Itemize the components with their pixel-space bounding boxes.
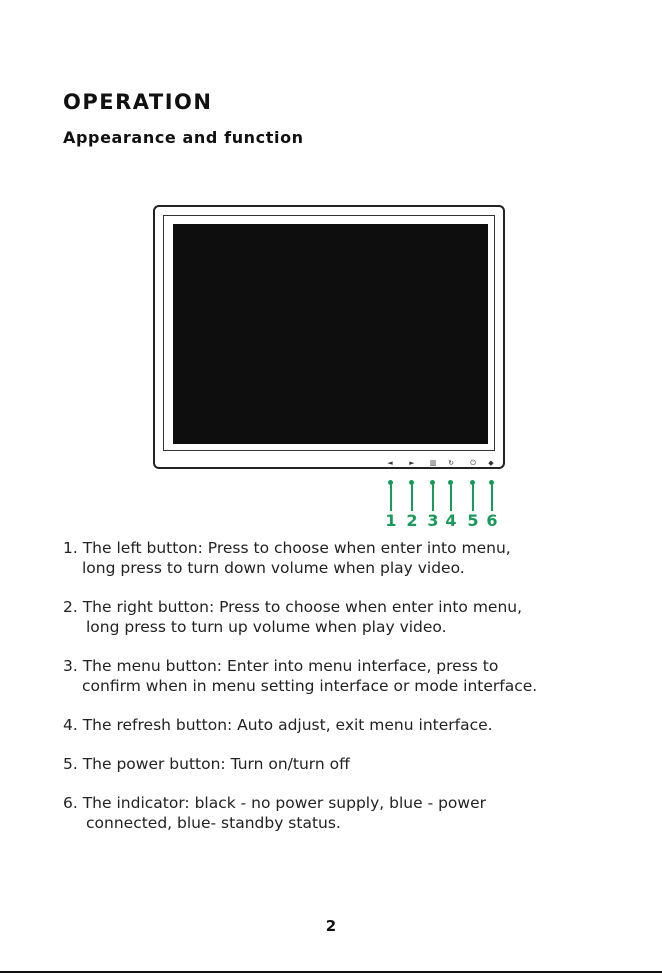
list-item [63, 597, 643, 637]
list-item-line: 1. The left button: Press to choose when enter into menu, [63, 539, 511, 557]
button-function-list [63, 538, 643, 852]
list-item [63, 754, 643, 774]
list-item-continuation: long press to turn up volume when play video. [86, 618, 447, 636]
callout-line [450, 484, 452, 511]
list-item [63, 656, 643, 696]
list-item [63, 715, 643, 735]
power-icon: ⏻ [470, 459, 476, 467]
list-item-continuation: connected, blue- standby status. [86, 814, 341, 832]
list-item-continuation: confirm when in menu setting interface or mode interface. [82, 677, 538, 695]
section-subheading: Appearance and function [63, 128, 304, 147]
callout-line [472, 484, 474, 511]
bottom-divider [0, 971, 662, 973]
callout-number: 6 [486, 511, 498, 530]
list-item [63, 793, 643, 833]
refresh-icon: ↻ [448, 459, 454, 467]
monitor-screen [173, 224, 488, 444]
callout-number: 2 [406, 511, 418, 530]
list-item-line: 3. The menu button: Enter into menu interface, press to [63, 657, 499, 675]
callout-number: 1 [385, 511, 397, 530]
indicator-icon: ◆ [488, 459, 494, 467]
button-callouts [0, 478, 662, 533]
callout-number: 5 [467, 511, 479, 530]
menu-icon: ▥ [429, 459, 437, 467]
list-item-line: 2. The right button: Press to choose when enter into menu, [63, 598, 523, 616]
list-item-continuation: long press to turn down volume when play video. [82, 559, 465, 577]
page-number: 2 [325, 917, 337, 935]
callout-number: 3 [427, 511, 439, 530]
callout-line [491, 484, 493, 511]
callout-line [411, 484, 413, 511]
list-item-line: 6. The indicator: black - no power supply, blue - power [63, 794, 487, 812]
monitor-illustration [153, 205, 505, 469]
page-heading: OPERATION [63, 90, 213, 114]
list-item-line: 5. The power button: Turn on/turn off [63, 755, 350, 773]
callout-number: 4 [445, 511, 457, 530]
callout-line [432, 484, 434, 511]
left-arrow-icon: ◄ [387, 459, 393, 467]
callout-line [390, 484, 392, 511]
bezel-button-row [155, 458, 503, 468]
list-item-line: 4. The refresh button: Auto adjust, exit menu interface. [63, 716, 493, 734]
list-item [63, 538, 643, 578]
right-arrow-icon: ► [409, 459, 415, 467]
